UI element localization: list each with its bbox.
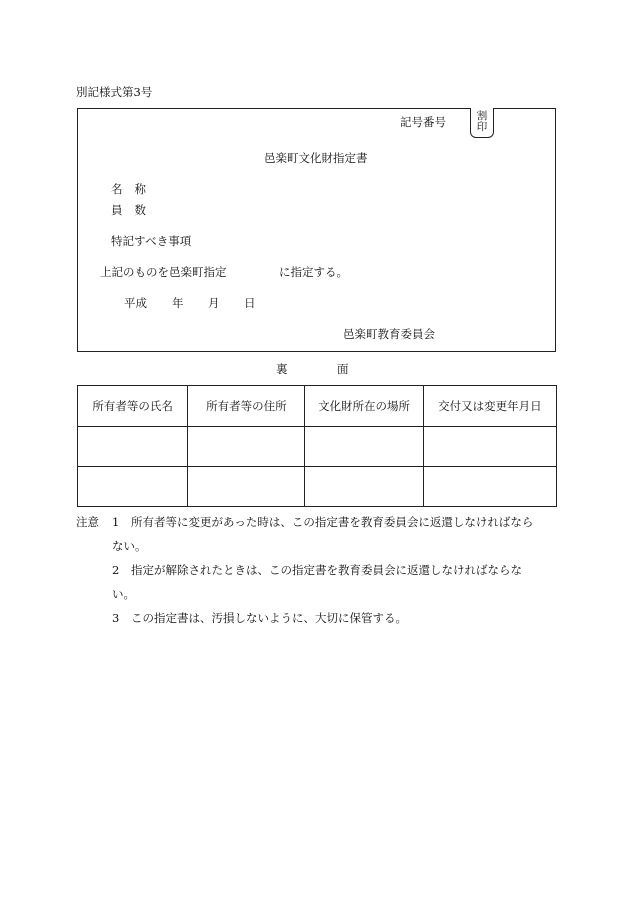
table-cell: [423, 427, 556, 467]
column-header-owner-name: 所有者等の氏名: [78, 386, 188, 427]
certificate-title: 邑楽町文化財指定書: [264, 151, 368, 165]
column-header-location: 文化財所在の場所: [305, 386, 423, 427]
table-cell: [305, 427, 423, 467]
note-line: 所有者等に変更があった時は、この指定書を教育委員会に返還しなければなら: [131, 515, 534, 529]
table-cell: [305, 467, 423, 507]
table-cell: [78, 467, 188, 507]
table-cell: [188, 427, 305, 467]
month-unit-label: 月: [208, 296, 220, 310]
table-row: [78, 467, 557, 507]
table-cell: [78, 427, 188, 467]
owner-record-table: [77, 385, 557, 507]
note-item: [131, 606, 554, 630]
special-notes-label: 特記すべき事項: [111, 234, 192, 248]
name-field-label: 名称: [111, 182, 158, 196]
certificate-frame: [77, 108, 556, 352]
column-header-owner-address: 所有者等の住所: [188, 386, 305, 427]
tally-seal-mark: [470, 108, 494, 138]
table-cell: [423, 467, 556, 507]
day-unit-label: 日: [244, 296, 256, 310]
reverse-side-heading-right: 面: [337, 362, 349, 376]
note-number: 2: [112, 563, 120, 577]
note-line-continued: ない。: [112, 539, 147, 553]
column-header-issue-date: 交付又は変更年月日: [423, 386, 556, 427]
table-cell: [188, 467, 305, 507]
note-number: 1: [112, 515, 120, 529]
note-item: [112, 510, 554, 558]
seal-bottom-char: 印: [476, 121, 488, 133]
year-unit-label: 年: [172, 296, 184, 310]
table-header-row: [78, 386, 557, 427]
note-line: 指定が解除されたときは、この指定書を教育委員会に返還しなければならな: [131, 563, 522, 577]
note-line: この指定書は、汚損しないように、大切に保管する。: [131, 611, 407, 625]
issuer-name: 邑楽町教育委員会: [343, 327, 435, 341]
count-field-label: 員数: [111, 203, 158, 217]
table-row: [78, 427, 557, 467]
record-number-label: 記号番号: [400, 115, 446, 129]
notes-heading: 注意: [76, 515, 99, 529]
era-label: 平成: [124, 296, 147, 310]
reverse-side-heading-left: 裏: [276, 362, 288, 376]
designation-statement-end: に指定する。: [279, 265, 348, 279]
note-item: [112, 558, 554, 606]
note-number: 3: [112, 611, 120, 625]
note-line-continued: い。: [112, 587, 135, 601]
seal-top-char: 割: [476, 110, 488, 122]
form-number-label: 別記様式第3号: [76, 85, 153, 99]
designation-statement: 上記のものを邑楽町指定: [100, 265, 227, 279]
